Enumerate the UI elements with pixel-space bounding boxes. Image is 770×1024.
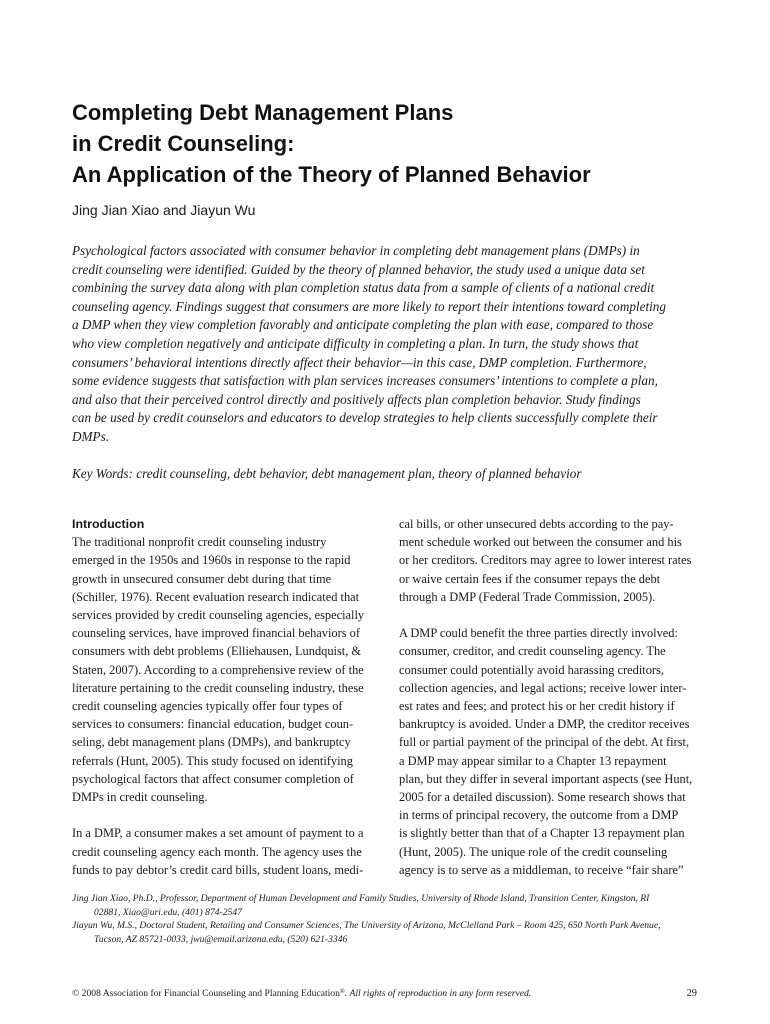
copyright-text: © 2008 Association for Financial Counseling and Planning Education [72,988,340,999]
abstract-line: counseling agency. Findings suggest that consumers are more likely to report their intentions toward completing [72,298,666,314]
copyright-notice [72,988,531,999]
right-paragraph-1 [399,515,699,606]
intro-paragraph-1-line: emerged in the 1950s and 1960s in response to the rapid [72,553,351,568]
right-paragraph-2-line: consumer could potentially avoid harassing creditors, [399,662,664,677]
intro-paragraph-1-line: seling, debt management plans (DMPs), and bankruptcy [72,735,351,750]
abstract-line: can be used by credit counselors and educators to develop strategies to help clients successfully complete their [72,410,658,426]
keywords: Key Words: credit counseling, debt behavior, debt management plan, theory of planned behavior [72,466,582,481]
left-column [72,515,372,879]
abstract-line: credit counseling were identified. Guided by the theory of planned behavior, the study used a unique data set [72,261,645,277]
intro-paragraph-2-line: In a DMP, a consumer makes a set amount of payment to a [72,826,364,841]
intro-paragraph-1-line: counseling services, have improved financial behaviors of [72,626,360,641]
intro-paragraph-1-line: referrals (Hunt, 2005). This study focused on identifying [72,753,353,768]
intro-paragraph-1-line: (Schiller, 1976). Recent evaluation research indicated that [72,589,360,604]
abstract-line: consumers’ behavioral intentions directly affect their behavior—in this case, DMP completion. Furthermore, [72,354,647,370]
right-paragraph-2-line: (Hunt, 2005). The unique role of the credit counseling [399,844,668,859]
right-paragraph-2 [399,624,699,879]
registered-mark: ® [339,988,345,995]
right-paragraph-2-line: consumer, creditor, and credit counseling agency. The [399,644,666,659]
title-line: Completing Debt Management Plans [72,100,454,125]
footnote-xiao-line-1: Jing Jian Xiao, Ph.D., Professor, Department of Human Development and Family Studies, University of Rhode Island, Transition Center, Kingston, RI [72,893,650,904]
intro-paragraph-2-line: funds to pay debtor’s credit card bills, student loans, medi- [72,862,364,877]
intro-paragraph-1-line: Staten, 2007). According to a comprehensive review of the [72,662,364,677]
right-paragraph-1-line: through a DMP (Federal Trade Commission, 2005). [399,589,656,604]
abstract [72,242,702,447]
right-paragraph-2-line: bankruptcy is avoided. Under a DMP, the creditor receives [399,717,690,732]
right-paragraph-2-line: full or partial payment of the principal of the debt. At first, [399,735,690,750]
intro-paragraph-1-line: DMPs in credit counseling. [72,790,208,805]
right-paragraph-2-line: A DMP could benefit the three parties directly involved: [399,626,678,641]
right-paragraph-2-line: plan, but they differ in several important aspects (see Hunt, [399,771,693,786]
right-paragraph-2-line: a DMP may appear similar to a Chapter 13 repayment [399,753,667,768]
abstract-line: Psychological factors associated with consumer behavior in completing debt management plans (DMPs) in [72,243,640,258]
intro-paragraph-1 [72,533,372,806]
intro-paragraph-1-line: growth in unsecured consumer debt during that time [72,571,332,586]
right-paragraph-2-line: est rates and fees; and protect his or her credit history if [399,699,675,714]
right-column [399,515,699,879]
paper-title [72,97,712,190]
authors: Jing Jian Xiao and Jiayun Wu [72,202,256,218]
author-footnotes [72,892,712,946]
right-paragraph-1-line: cal bills, or other unsecured debts according to the pay- [399,517,674,531]
footnote-wu-line-2: Tucson, AZ 85721-0033, jwu@email.arizona.edu, (520) 621-3346 [94,933,348,945]
intro-paragraph-2 [72,824,372,879]
title-line: in Credit Counseling: [72,131,295,156]
footnote-wu-line-1: Jiayun Wu, M.S., Doctoral Student, Retailing and Consumer Sciences, The University of Arizona, McClelland Park – Room 425, 650 North Park Avenue, [72,920,661,932]
abstract-line: and also that their perceived control directly and positively affects plan completion behavior. Study findings [72,391,641,407]
footnote-xiao-line-2: 02881, Xiao@uri.edu, (401) 874-2547 [94,906,242,918]
intro-paragraph-2-line: credit counseling agency each month. The agency uses the [72,844,362,859]
intro-paragraph-1-line: credit counseling agencies typically offer four types of [72,699,343,714]
intro-paragraph-1-line: services to consumers: financial education, budget coun- [72,717,354,732]
right-paragraph-1-line: ment schedule worked out between the consumer and his [399,535,682,550]
right-paragraph-2-line: agency is to serve as a middleman, to receive “fair share” [399,862,684,877]
section-heading-introduction: Introduction [72,517,145,531]
right-paragraph-2-line: is slightly better than that of a Chapter 13 repayment plan [399,826,685,841]
right-paragraph-2-line: in terms of principal recovery, the outcome from a DMP [399,808,679,823]
rights-text: . All rights of reproduction in any form reserved. [344,988,532,999]
right-paragraph-2-line: 2005 for a detailed discussion). Some research shows that [399,790,686,805]
abstract-line: DMPs. [72,428,109,444]
intro-paragraph-1-line: services provided by credit counseling agencies, especially [72,608,365,623]
abstract-line: combining the survey data along with plan completion status data from a sample of clients of a national credit [72,280,655,296]
abstract-line: some evidence suggests that satisfaction with plan services increases consumers’ intentions to complete a plan, [72,373,658,389]
right-paragraph-1-line: or waive certain fees if the consumer repays the debt [399,571,661,586]
abstract-line: who view completion negatively and anticipate difficulty in completing a plan. In turn, the study shows that [72,335,639,351]
page-number: 29 [686,988,697,999]
intro-paragraph-1-line: consumers with debt problems (Elliehausen, Lundquist, & [72,644,362,659]
intro-paragraph-1-line: The traditional nonprofit credit counseling industry [72,535,327,550]
abstract-line: a DMP when they view completion favorably and anticipate completing the plan with ease, compared to those [72,317,654,333]
intro-paragraph-1-line: literature pertaining to the credit counseling industry, these [72,680,364,695]
right-paragraph-2-line: collection agencies, and legal actions; receive lower inter- [399,680,687,695]
intro-paragraph-1-line: psychological factors that affect consumer completion of [72,771,354,786]
right-paragraph-1-line: or her creditors. Creditors may agree to lower interest rates [399,553,692,568]
page-footer [72,987,697,1000]
title-line: An Application of the Theory of Planned Behavior [72,162,591,187]
